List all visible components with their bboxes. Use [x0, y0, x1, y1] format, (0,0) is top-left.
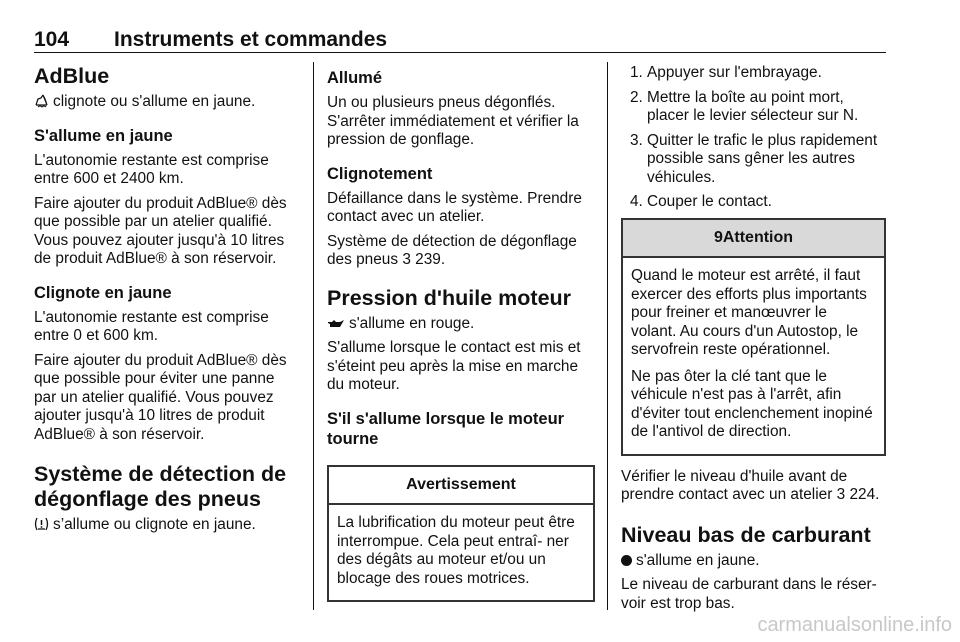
warning-box: [327, 465, 595, 603]
watermark: carmanualsonline.info: [757, 614, 952, 636]
step-number: 3.: [630, 131, 643, 149]
engine-running-heading: S'il s'allume lorsque le moteur tourne: [327, 409, 565, 448]
attention-header: [623, 220, 884, 259]
page-reference: 3 224.: [836, 486, 880, 503]
tire-pressure-icon: [34, 517, 49, 531]
step-number: 4.: [630, 193, 643, 210]
column-2: [327, 64, 595, 602]
page-header: [34, 26, 886, 53]
paragraph: Défaillance dans le système. Prendre contact avec un atelier.: [327, 189, 582, 225]
warning-title: Avertissement: [329, 467, 593, 506]
step-text: Appuyer sur l'embrayage.: [647, 64, 822, 81]
low-fuel-heading: Niveau bas de carburant: [621, 522, 871, 547]
attention-text: Quand le moteur est arrêté, il faut exercer des efforts plus importants pour freiner et manœuvrer le volant. Au cours d'un Autostop, le servofrein reste opérationnel.: [631, 267, 867, 358]
paragraph: S'allume lorsque le contact est mis et s'éteint peu après la mise en marche du moteur.: [327, 339, 581, 393]
tpms-indicator-line: [34, 516, 300, 535]
step-text: Mettre la boîte au point mort, placer le levier sélecteur sur N.: [647, 88, 859, 124]
attention-text: Ne pas ôter la clé tant que le véhicule n'est pas à l'arrêt, afin d'éviter tout enclenchement inopiné de l'antivol de direction.: [631, 367, 873, 440]
oil-can-icon: [327, 318, 345, 330]
paragraph: Un ou plusieurs pneus dégonflés. S'arrêter immédiatement et vérifier la pression de gonflage.: [327, 94, 579, 148]
oil-pressure-heading: Pression d'huile moteur: [327, 285, 572, 310]
page-number: 104: [34, 28, 70, 51]
list-item: [621, 64, 886, 83]
steps-list: [621, 64, 886, 212]
page-reference: 3 239.: [402, 251, 446, 268]
column-divider: [607, 62, 608, 610]
column-divider: [313, 62, 314, 610]
tpms-indicator-text: s’allume ou clignote en jaune.: [53, 516, 256, 533]
fuel-indicator-line: [621, 552, 886, 571]
column-1: [34, 64, 300, 541]
fuel-dot-icon: [621, 555, 632, 566]
step-number: 1.: [630, 64, 643, 81]
paragraph: L'autonomie restante est comprise entre 0 et 600 km.: [34, 308, 269, 344]
adblue-indicator-line: [34, 93, 300, 112]
warning-text: La lubrification du moteur peut être interrompue. Cela peut entraî- ner des dégâts au moteur et/ou un blocage des roues motrices.: [337, 514, 575, 587]
attention-box: [621, 218, 886, 456]
step-text: Couper le contact.: [647, 193, 772, 210]
paragraph-text: Système de détection de dégonflage des pneus: [327, 232, 577, 268]
column-3: [621, 64, 886, 619]
step-text: Quitter le trafic le plus rapidement possible sans gêner les autres véhicules.: [647, 131, 878, 186]
attention-title: Attention: [722, 228, 794, 246]
fuel-indicator-text: s'allume en jaune.: [636, 551, 760, 569]
step-number: 2.: [630, 88, 643, 106]
paragraph: Faire ajouter du produit AdBlue® dès que possible par un atelier qualifié. Vous pouvez ajouter jusqu'à 10 litres de produit AdBlue® à son réservoir.: [34, 194, 287, 267]
lit-heading: Allumé: [327, 69, 383, 87]
oil-indicator-text: s'allume en rouge.: [349, 314, 475, 332]
paragraph: [621, 468, 886, 505]
list-item: [621, 193, 886, 212]
paragraph: Le niveau de carburant dans le réser- voir est trop bas.: [621, 576, 877, 612]
lit-yellow-heading: S'allume en jaune: [34, 126, 173, 145]
paragraph-text: Vérifier le niveau d'huile avant de prendre contact avec un atelier: [621, 467, 848, 503]
attention-symbol-icon: 9: [713, 228, 723, 246]
page-title: Instruments et commandes: [114, 28, 388, 51]
flashing-heading: Clignotement: [327, 164, 433, 183]
paragraph: [327, 233, 595, 270]
paragraph: L'autonomie restante est comprise entre 600 et 2400 km.: [34, 151, 269, 187]
tpms-heading: Système de détection de dégonflage des pneus: [34, 462, 287, 511]
paragraph: Faire ajouter du produit AdBlue® dès que possible pour éviter une panne par un atelier qualifié. Vous pouvez ajouter jusqu'à 10 litres de produit AdBlue® à son réservoir.: [34, 351, 287, 443]
adblue-icon: [34, 94, 49, 108]
list-item: [621, 89, 886, 126]
oil-indicator-line: [327, 315, 595, 334]
adblue-indicator-text: clignote ou s'allume en jaune.: [53, 93, 256, 110]
flash-yellow-heading: Clignote en jaune: [34, 283, 172, 302]
list-item: [621, 132, 886, 188]
adblue-heading: AdBlue: [34, 64, 110, 88]
